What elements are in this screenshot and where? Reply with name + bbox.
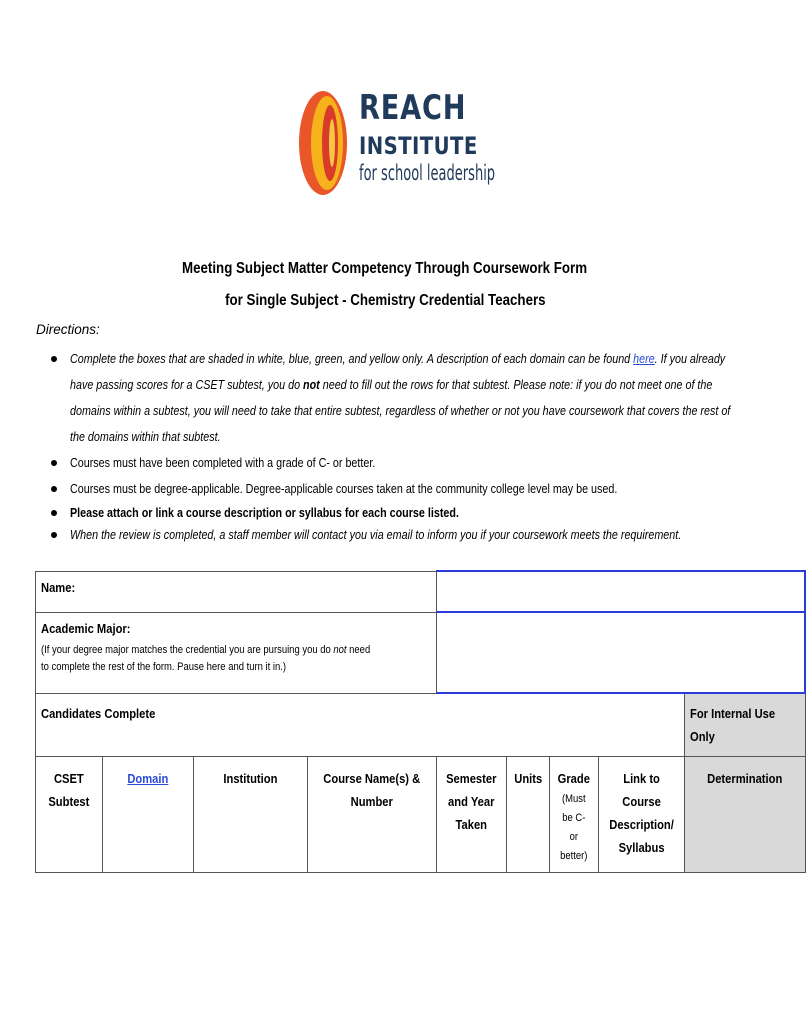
internal-use-header: For Internal Use Only bbox=[684, 693, 805, 756]
bullet-dot bbox=[51, 532, 57, 538]
coursework-form-table bbox=[35, 570, 806, 873]
flame-logo-icon bbox=[297, 88, 357, 198]
logo-line-tagline: for school leadership bbox=[359, 161, 496, 185]
logo-line-reach: REACH bbox=[359, 88, 467, 128]
col-institution: Institution bbox=[193, 756, 308, 872]
col-cset-subtest: CSET Subtest bbox=[36, 756, 103, 872]
bullet-dot bbox=[51, 460, 57, 466]
col-course-link: Link to Course Description/ Syllabus bbox=[598, 756, 684, 872]
col-semester: Semester and Year Taken bbox=[437, 756, 507, 872]
directions-label: Directions: bbox=[36, 322, 100, 337]
direction-item-4: Please attach or link a course description or syllabus for each course listed. bbox=[48, 502, 738, 524]
col-course-name: Course Name(s) & Number bbox=[308, 756, 437, 872]
candidates-complete-header: Candidates Complete bbox=[36, 693, 685, 756]
name-label-cell bbox=[36, 571, 437, 612]
col-domain bbox=[102, 756, 193, 872]
direction-item-1: Complete the boxes that are shaded in white, blue, green, and yellow only. A description of each domain can be found here. If you already have passing scores for a CSET subtest, you do not need to fill out the rows for that subtest. Please note: if you do not meet one of the domains within a subtest, you will need to take that entire subtest, regardless of whether or not you have coursework that covers the rest of the domains within that subtest. bbox=[48, 346, 738, 450]
academic-major-note: (If your degree major matches the credential you are pursuing you do not need to complete the rest of the form. Pause here and turn it in.) bbox=[41, 643, 371, 673]
form-title: Meeting Subject Matter Competency Through Coursework Form bbox=[182, 260, 588, 277]
academic-major-label: Academic Major: bbox=[41, 620, 131, 636]
logo-core-petal bbox=[329, 119, 335, 167]
bullet-dot bbox=[51, 356, 57, 362]
col-grade: Grade (Must be C- or better) bbox=[550, 756, 599, 872]
bullet-dot bbox=[51, 510, 57, 516]
direction-item-2: Courses must have been completed with a grade of C- or better. bbox=[48, 450, 738, 476]
logo-line-institute: INSTITUTE bbox=[359, 132, 478, 160]
grade-note: (Must be C- or better) bbox=[560, 792, 588, 862]
name-field[interactable] bbox=[437, 571, 806, 612]
form-subtitle: for Single Subject - Chemistry Credential Teachers bbox=[224, 292, 546, 309]
name-label: Name: bbox=[41, 579, 76, 595]
academic-major-field[interactable] bbox=[437, 612, 806, 693]
domain-link[interactable]: Domain bbox=[127, 770, 169, 786]
bullet-dot bbox=[51, 486, 57, 492]
academic-major-label-cell bbox=[36, 612, 437, 693]
col-determination: Determination bbox=[684, 756, 805, 872]
direction-item-3: Courses must be degree-applicable. Degree-applicable courses taken at the community college level may be used. bbox=[48, 476, 738, 502]
directions-list bbox=[48, 346, 738, 546]
domain-description-link[interactable]: here bbox=[633, 352, 655, 366]
col-units: Units bbox=[506, 756, 550, 872]
reach-institute-logo bbox=[297, 88, 496, 198]
direction-item-5: When the review is completed, a staff member will contact you via email to inform you if your coursework meets the requirement. bbox=[48, 524, 738, 546]
